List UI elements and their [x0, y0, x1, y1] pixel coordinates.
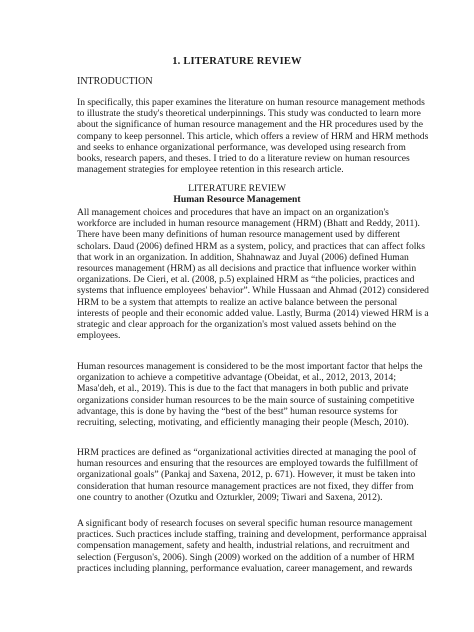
- text-line: workforce are included in human resource management (HRM) (Bhatt and Reddy, 2011).: [77, 218, 420, 230]
- paragraph-hrm-definitions: [77, 207, 427, 341]
- literature-review-heading: LITERATURE REVIEW: [188, 183, 286, 194]
- text-line: All management choices and procedures that have an impact on an organization's: [77, 207, 389, 218]
- text-line: strategic and clear approach for the organization's most valued assets behind on the: [77, 319, 397, 331]
- text-line: organizational goals” (Pankaj and Saxena, 2012, p. 671). However, it must be taken into: [77, 469, 416, 481]
- introduction-paragraph: [77, 97, 427, 175]
- paragraph-research-body: [77, 518, 427, 574]
- text-line: There have been many definitions of human resource management used by different: [77, 229, 400, 241]
- text-line: A significant body of research focuses on several specific human resource management: [77, 518, 413, 529]
- text-line: organization to achieve a competitive advantage (Obeidat, et al., 2012, 2013, 2014;: [77, 372, 396, 384]
- introduction-heading: INTRODUCTION: [77, 76, 153, 87]
- text-line: human resources and ensuring that the resources are employed towards the fulfillment of: [77, 458, 418, 470]
- text-line: management strategies for employee retention in this research article.: [77, 164, 344, 176]
- text-line: organizations consider human resources to be the main source of sustaining competitive: [77, 394, 415, 406]
- text-line: to illustrate the study's theoretical underpinnings. This study was conducted to learn more: [77, 108, 421, 120]
- text-line: resources management (HRM) as all decisions and practice that influence worker within: [77, 263, 417, 275]
- text-line: interests of people and their economic added value. Lastly, Burma (2014) viewed HRM is a: [77, 307, 429, 319]
- text-line: recruiting, selecting, motivating, and efficiently managing their people (Mesch, 2010).: [77, 417, 409, 429]
- text-line: employees.: [77, 330, 121, 342]
- text-line: practices including planning, performance evaluation, career management, and rewards: [77, 562, 413, 574]
- paragraph-competitive-advantage: [77, 361, 427, 428]
- text-line: scholars. Daud (2006) defined HRM as a system, policy, and practices that can affect folks: [77, 240, 425, 252]
- text-line: company to keep personnel. This article, which offers a review of HRM and HRM methods: [77, 130, 429, 142]
- text-line: HRM practices are defined as “organizational activities directed at managing the pool of: [77, 447, 417, 458]
- text-line: Human resources management is considered to be the most important factor that helps the: [77, 361, 423, 372]
- text-line: that work in an organization. In addition, Shahnawaz and Juyal (2006) defined Human: [77, 251, 409, 263]
- text-line: systems that influence employees' behavior”. While Hussaan and Ahmad (2012) considered: [77, 285, 429, 297]
- text-line: advantage, this is done by having the “best of the best” human resource systems for: [77, 405, 398, 417]
- text-line: In specifically, this paper examines the literature on human resource management methods: [77, 97, 425, 108]
- paragraph-hrm-practices: [77, 447, 427, 503]
- text-line: consideration that human resource management practices are not fixed, they differ from: [77, 480, 414, 492]
- text-line: organizations. De Cieri, et al. (2008, p.5) explained HRM as “the policies, practices and: [77, 274, 415, 286]
- hrm-heading: Human Resource Management: [173, 194, 301, 205]
- text-line: practices. Such practices include staffing, training and development, performance appraisal: [77, 529, 427, 541]
- text-line: selection (Ferguson's, 2006). Singh (2009) worked on the addition of a number of HRM: [77, 551, 415, 563]
- text-line: books, research papers, and theses. I tried to do a literature review on human resources: [77, 153, 410, 165]
- text-line: compensation management, safety and health, industrial relations, and recruitment and: [77, 540, 410, 552]
- text-line: Masa'deh, et al., 2019). This is due to the fact that managers in both public and private: [77, 383, 409, 395]
- text-line: one country to another (Ozutku and Ozturkler, 2009; Tiwari and Saxena, 2012).: [77, 491, 383, 503]
- text-line: about the significance of human resource management and the HR procedures used by the: [77, 119, 424, 131]
- section-heading: 1. LITERATURE REVIEW: [172, 56, 302, 67]
- text-line: and seeks to enhance organizational performance, was developed using research from: [77, 141, 406, 153]
- text-line: HRM to be a system that attempts to realize an active balance between the personal: [77, 296, 398, 308]
